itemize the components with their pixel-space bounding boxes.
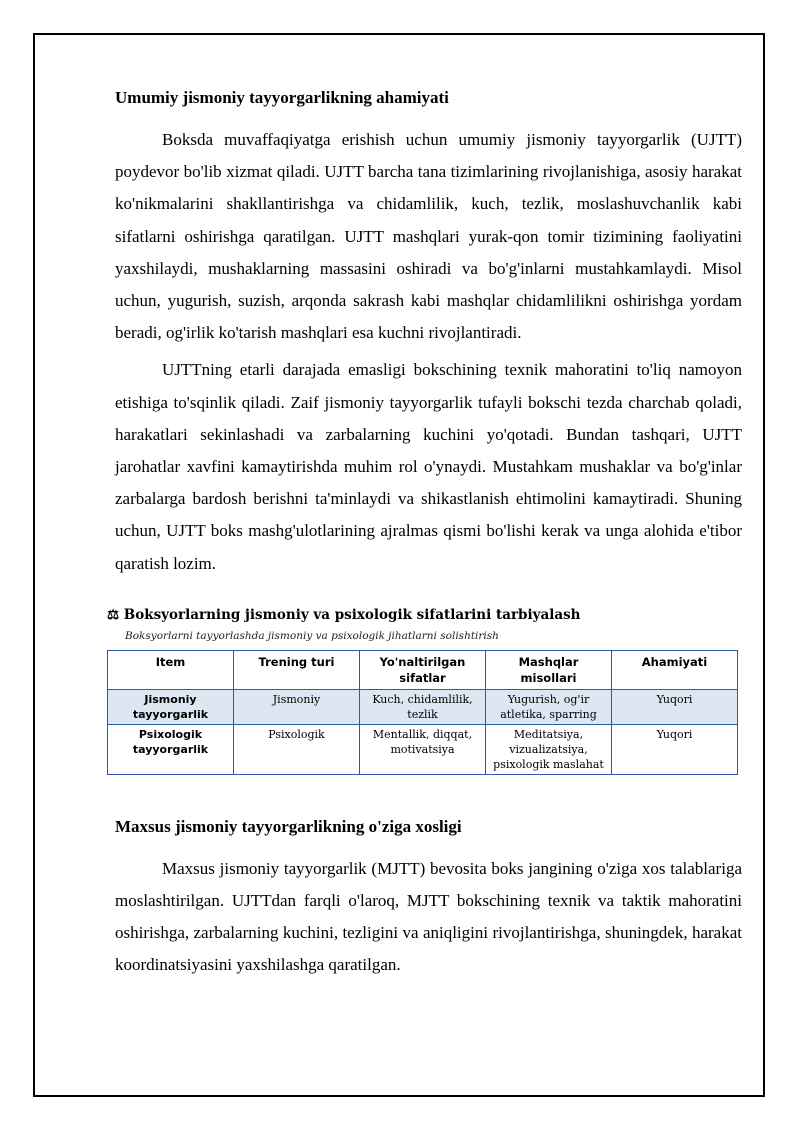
column-header: Yo'naltirilgan sifatlar xyxy=(360,650,486,689)
column-header: Ahamiyati xyxy=(612,650,738,689)
table-cell: Meditatsiya, vizualizatsiya, psixologik maslahat xyxy=(486,724,612,774)
table-cell: Mentallik, diqqat, motivatsiya xyxy=(360,724,486,774)
table-row xyxy=(108,724,738,774)
table-cell: Yuqori xyxy=(612,689,738,724)
document-body xyxy=(107,82,742,987)
paragraph: Maxsus jismoniy tayyorgarlik (MJTT) bevosita boks jangining o'ziga xos talablariga moslashtirilgan. UJTTdan farqli o'laroq, MJTT bokschining texnik va taktik mahoratini oshirishga, zarbalarning kuchini, tezligini va aniqligini rivojlantirishga, shuningdek, harakat koordinatsiyasini yaxshilashga qaratilgan. xyxy=(115,858,742,975)
table-row xyxy=(108,689,738,724)
table-title: ⚖ Boksyorlarning jismoniy va psixologik sifatlarini tarbiyalash xyxy=(107,606,581,623)
column-header: Item xyxy=(108,650,234,689)
section-heading-general: Umumiy jismoniy tayyorgarlikning ahamiyati xyxy=(115,88,449,107)
table-cell: Jismoniy tayyorgarlik xyxy=(108,689,234,724)
table-header-row xyxy=(108,650,738,689)
section-heading-special: Maxsus jismoniy tayyorgarlikning o'ziga xosligi xyxy=(115,816,462,836)
table-cell: Psixologik xyxy=(234,724,360,774)
table-cell: Kuch, chidamlilik, tezlik xyxy=(360,689,486,724)
table-caption: Boksyorlarni tayyorlashda jismoniy va psixologik jihatlarni solishtirish xyxy=(125,629,499,642)
table-cell: Jismoniy xyxy=(234,689,360,724)
column-header: Mashqlar misollari xyxy=(486,650,612,689)
paragraph: UJTTning etarli darajada emasligi bokschining texnik mahoratini to'liq namoyon etishiga to'sqinlik qiladi. Zaif jismoniy tayyorgarlik tufayli bokschi tezda charchab qoladi, harakatlari sekinlashadi va zarbalarning kuchini yo'qotadi. Bundan tashqari, UJTT jarohatlar xavfini kamaytirishda muhim rol o'ynaydi. Mustahkam mushaklar va bo'g'inlar zarbalarga bardosh berishni ta'minlaydi va shikastlanish ehtimolini kamaytiradi. Shuning uchun, UJTT boks mashg'ulotlarining ajralmas qismi bo'lishi kerak va unga alohida e'tibor qaratish lozim. xyxy=(115,360,742,573)
comparison-table xyxy=(107,650,738,775)
table-cell: Psixologik tayyorgarlik xyxy=(108,724,234,774)
table-cell: Yuqori xyxy=(612,724,738,774)
column-header: Trening turi xyxy=(234,650,360,689)
table-cell: Yugurish, og'ir atletika, sparring xyxy=(486,689,612,724)
paragraph: Boksda muvaffaqiyatga erishish uchun umumiy jismoniy tayyorgarlik (UJTT) poydevor bo'lib xizmat qiladi. UJTT barcha tana tizimlarining rivojlanishiga, asosiy harakat ko'nikmalarini shakllantirishga va chidamlilik, kuch, tezlik, moslashuvchanlik kabi sifatlarni oshirishga qaratilgan. UJTT mashqlari yurak-qon tomir tizimining faoliyatini yaxshilaydi, mushaklarning massasini oshiradi va bo'g'inlarni mustahkamlaydi. Misol uchun, yugurish, suzish, arqonda sakrash kabi mashqlar chidamlilikni oshirishga yordam beradi, og'irlik ko'tarish mashqlari esa kuchni rivojlantiradi. xyxy=(115,130,742,343)
